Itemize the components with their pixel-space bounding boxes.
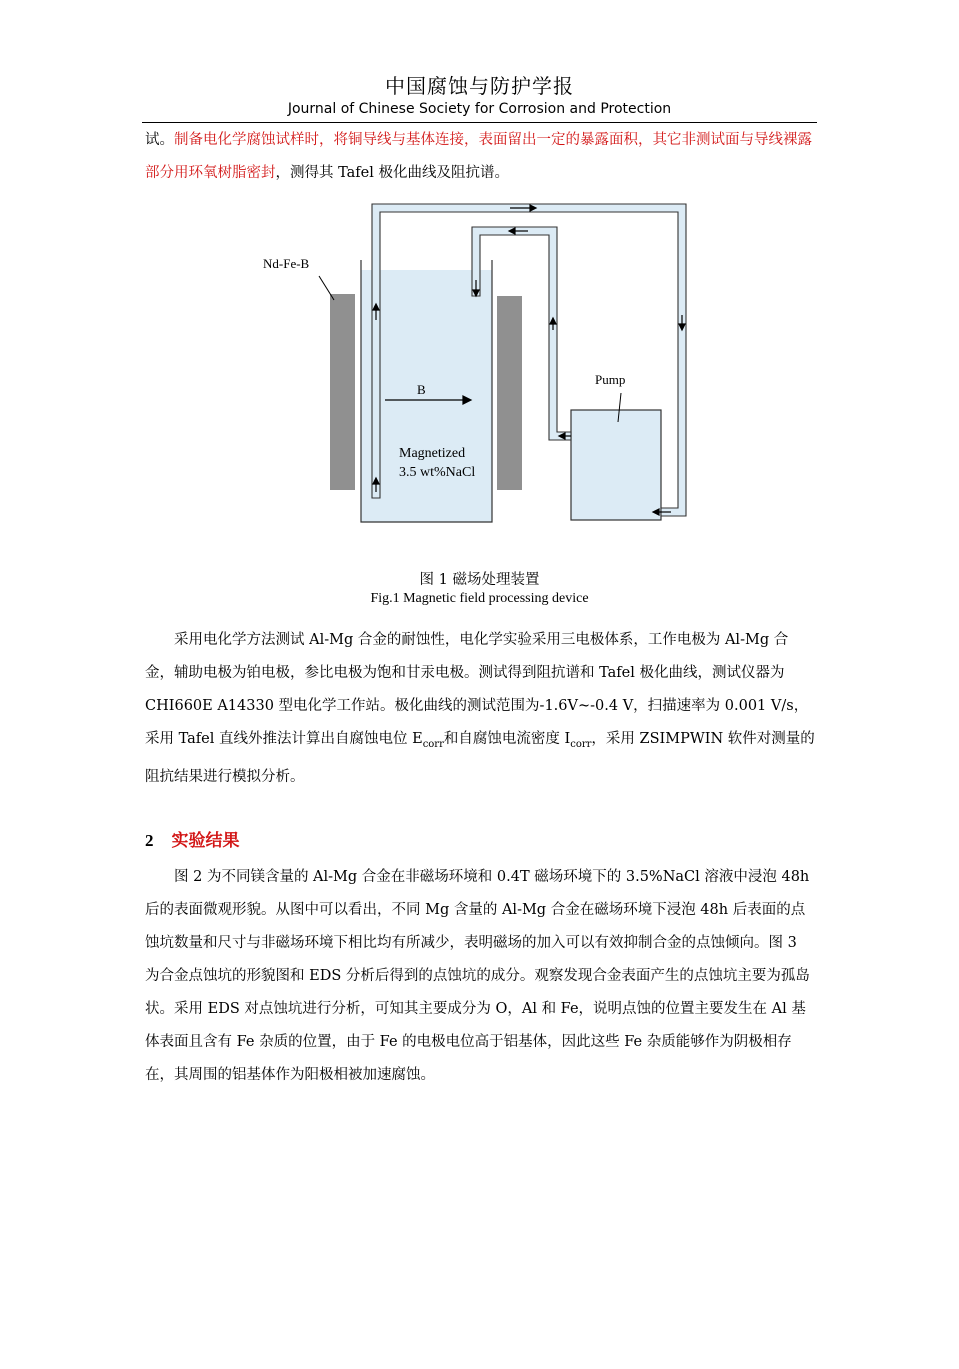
section-heading-results	[145, 826, 240, 851]
magnet-right	[497, 296, 522, 490]
section-number: 2	[145, 831, 154, 850]
paragraph-electrochemistry	[145, 624, 815, 794]
para2-sub-ecorr: corr	[422, 738, 444, 750]
ndfeb-pointer	[319, 276, 334, 300]
ndfeb-label: Nd-Fe-B	[263, 256, 310, 271]
para1-lead: 试。	[145, 132, 174, 148]
figure-caption-en: Fig.1 Magnetic field processing device	[370, 591, 589, 606]
beaker-liquid	[361, 270, 492, 522]
para2-text-a: 采用电化学方法测试 Al-Mg 合金的耐蚀性，电化学实验采用三电极体系，工作电极为 Al-Mg 合金，辅助电极为铂电极，参比电极为饱和甘汞电极。测试得到阻抗谱和 Tafel 极化曲线，测试仪器为 CHI660E A14330 型电化学工作站。极化曲线的测试范围为-1.6V~-0.4 V，扫描速率为 0.001 V/s，采用 Tafel 直线外推法计算出自腐蚀电位 E	[145, 632, 809, 747]
solution-label-2: 3.5 wt%NaCl	[399, 465, 476, 480]
para2-text-b: 和自腐蚀电流密度 I	[443, 731, 571, 747]
b-field-label: B	[417, 382, 426, 397]
header-divider	[142, 122, 817, 123]
solution-label-1: Magnetized	[399, 446, 466, 461]
magnetic-field-device-figure	[263, 200, 695, 530]
para1-tail: ，测得其 Tafel 极化曲线及阻抗谱。	[275, 165, 509, 181]
pump-label: Pump	[595, 372, 626, 387]
para2-text-c: ，采用 ZSIMPWIN 软件对测量的阻抗结果进行模拟分析。	[145, 731, 815, 785]
para2-sub-icorr: corr	[570, 738, 592, 750]
magnet-left	[330, 294, 355, 490]
journal-title-cn: 中国腐蚀与防护学报	[385, 74, 574, 98]
figure-caption-cn: 图 1 磁场处理装置	[419, 572, 540, 588]
paragraph-results: 图 2 为不同镁含量的 Al-Mg 合金在非磁场环境和 0.4T 磁场环境下的 3.5%NaCl 溶液中浸泡 48h 后的表面微观形貌。从图中可以看出，不同 Mg 含量的 Al-Mg 合金在磁场环境下浸泡 48h 后表面的点蚀坑数量和尺寸与非磁场环境下相比均有所减少，表明磁场的加入可以有效抑制合金的点蚀倾向。图 3 为合金点蚀坑的形貌图和 EDS 分析后得到的点蚀坑的成分。观察发现合金表面产生的点蚀坑主要为孤岛状。采用 EDS 对点蚀坑进行分析，可知其主要成分为 O，Al 和 Fe，说明点蚀的位置主要发生在 Al 基体表面且含有 Fe 杂质的位置，由于 Fe 的电极电位高于铝基体，因此这些 Fe 杂质能够作为阴极相存在，其周围的铝基体作为阳极相被加速腐蚀。	[145, 869, 810, 1083]
journal-title-en: Journal of Chinese Society for Corrosion and Protection	[287, 101, 672, 117]
pump-reservoir	[571, 410, 661, 520]
section-title: 实验结果	[171, 831, 240, 851]
para1-highlight: 制备电化学腐蚀试样时，将铜导线与基体连接，表面留出一定的暴露面积，其它非测试面与导线裸露部分用环氧树脂密封	[145, 132, 812, 181]
paragraph-sample-prep	[145, 124, 815, 190]
